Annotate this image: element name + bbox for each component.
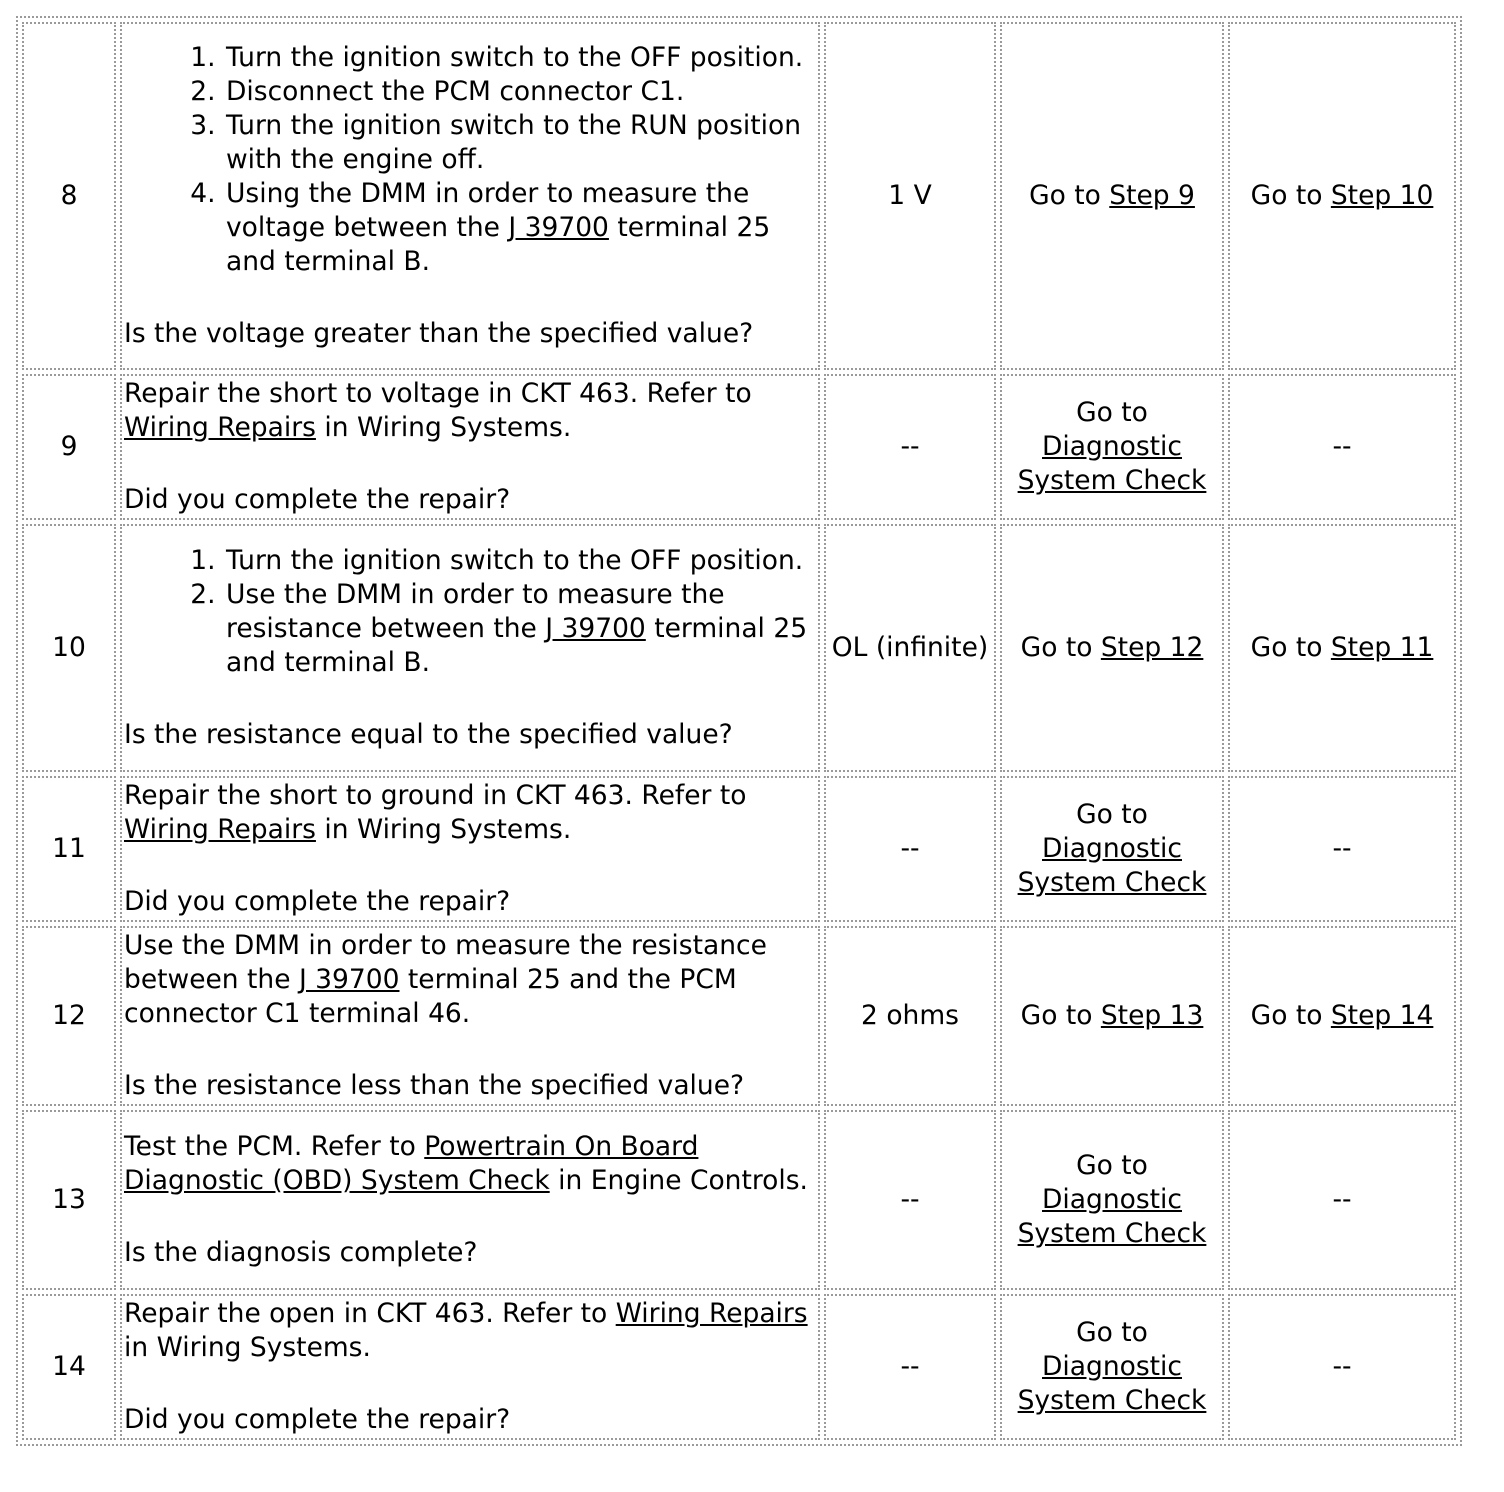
- yes-cell: [1000, 1110, 1224, 1290]
- step-number: 10: [22, 524, 116, 772]
- no-cell: [1228, 374, 1456, 520]
- yes-cell: [1000, 374, 1224, 520]
- action-text: Repair the short to ground in CKT 463. Refer to: [124, 780, 747, 811]
- goto-label: Go to: [1020, 1000, 1101, 1031]
- yes-cell: [1000, 1294, 1224, 1440]
- procedure-step: [224, 41, 816, 75]
- diagnostic-table: [16, 16, 1462, 1446]
- action-text: in Engine Controls.: [549, 1165, 808, 1196]
- action-text: in Wiring Systems.: [315, 814, 572, 845]
- action-text: Use the DMM in order to measure the resistance between the: [124, 930, 767, 995]
- reference-link[interactable]: Wiring Repairs: [124, 814, 316, 845]
- question-text: Is the diagnosis complete?: [124, 1237, 478, 1268]
- spec-value: --: [824, 1294, 996, 1440]
- action-cell: [120, 1294, 820, 1440]
- goto-label: --: [1332, 833, 1352, 864]
- action-description: [124, 779, 816, 847]
- spec-value: --: [824, 776, 996, 922]
- spec-value: OL (infinite): [824, 524, 996, 772]
- yes-link[interactable]: Step 12: [1100, 632, 1204, 663]
- action-text: Turn the ignition switch to the OFF position.: [226, 545, 804, 576]
- yes-link[interactable]: Step 13: [1100, 1000, 1204, 1031]
- action-description: [124, 1130, 816, 1198]
- no-cell: [1228, 1294, 1456, 1440]
- no-cell: [1228, 776, 1456, 922]
- action-description: [124, 377, 816, 445]
- step-number: 12: [22, 926, 116, 1106]
- no-cell: [1228, 22, 1456, 370]
- action-cell: [120, 1110, 820, 1290]
- action-cell: [120, 524, 820, 772]
- action-text: Using the DMM in order to measure the voltage between the: [226, 178, 750, 243]
- spec-value: --: [824, 374, 996, 520]
- step-number: 14: [22, 1294, 116, 1440]
- no-link[interactable]: Step 10: [1330, 180, 1434, 211]
- reference-link[interactable]: Powertrain On Board Diagnostic (OBD) System Check: [124, 1131, 699, 1196]
- table-row: [22, 1294, 1456, 1440]
- yes-link[interactable]: Diagnostic System Check: [1017, 431, 1207, 496]
- action-description: [124, 929, 816, 1031]
- yes-cell: [1000, 776, 1224, 922]
- action-text: terminal 25 and the PCM connector C1 terminal 46.: [124, 964, 737, 1029]
- step-number: 11: [22, 776, 116, 922]
- reference-link[interactable]: J 39700: [508, 212, 609, 243]
- yes-link[interactable]: Diagnostic System Check: [1017, 1351, 1207, 1416]
- step-number: 13: [22, 1110, 116, 1290]
- table-row: [22, 776, 1456, 922]
- yes-cell: [1000, 524, 1224, 772]
- question-text: Is the resistance less than the specified value?: [124, 1070, 745, 1101]
- procedure-list: [124, 41, 816, 279]
- procedure-step: [224, 177, 816, 279]
- goto-label: --: [1332, 1184, 1352, 1215]
- action-text: Repair the short to voltage in CKT 463. Refer to: [124, 378, 752, 409]
- question-text: Did you complete the repair?: [124, 886, 511, 917]
- goto-label: --: [1332, 431, 1352, 462]
- procedure-step: [224, 544, 816, 578]
- procedure-list: [124, 544, 816, 680]
- spec-value: 2 ohms: [824, 926, 996, 1106]
- spec-value: --: [824, 1110, 996, 1290]
- question-text: Did you complete the repair?: [124, 1404, 511, 1435]
- action-text: in Wiring Systems.: [124, 1332, 371, 1363]
- table-row: [22, 524, 1456, 772]
- yes-link[interactable]: Diagnostic System Check: [1017, 833, 1207, 898]
- question-text: Is the voltage greater than the specified value?: [124, 318, 754, 349]
- procedure-step: [224, 578, 816, 680]
- step-number: 9: [22, 374, 116, 520]
- spec-value: 1 V: [824, 22, 996, 370]
- procedure-step: [224, 109, 816, 177]
- reference-link[interactable]: J 39700: [298, 964, 400, 995]
- action-text: Turn the ignition switch to the RUN position with the engine off.: [226, 110, 802, 175]
- reference-link[interactable]: Wiring Repairs: [615, 1298, 808, 1329]
- goto-label: Go to: [1250, 632, 1331, 663]
- reference-link[interactable]: J 39700: [545, 613, 646, 644]
- action-text: in Wiring Systems.: [315, 412, 572, 443]
- action-text: Use the DMM in order to measure the resistance between the: [226, 579, 725, 644]
- goto-label: Go to: [1076, 799, 1148, 830]
- no-cell: [1228, 524, 1456, 772]
- goto-label: Go to: [1076, 1317, 1148, 1348]
- goto-label: Go to: [1029, 180, 1110, 211]
- action-text: terminal 25 and terminal B.: [226, 212, 771, 277]
- action-text: terminal 25 and terminal B.: [226, 613, 808, 678]
- goto-label: Go to: [1076, 1150, 1148, 1181]
- table-row: [22, 22, 1456, 370]
- no-link[interactable]: Step 11: [1330, 632, 1434, 663]
- yes-cell: [1000, 926, 1224, 1106]
- no-cell: [1228, 1110, 1456, 1290]
- action-text: Turn the ignition switch to the OFF position.: [226, 42, 804, 73]
- question-text: Did you complete the repair?: [124, 484, 511, 515]
- table-row: [22, 374, 1456, 520]
- action-text: Repair the open in CKT 463. Refer to: [124, 1298, 616, 1329]
- table-row: [22, 1110, 1456, 1290]
- goto-label: --: [1332, 1351, 1352, 1382]
- action-cell: [120, 776, 820, 922]
- action-description: [124, 1297, 816, 1365]
- goto-label: Go to: [1020, 632, 1101, 663]
- step-number: 8: [22, 22, 116, 370]
- no-cell: [1228, 926, 1456, 1106]
- yes-cell: [1000, 22, 1224, 370]
- procedure-step: [224, 75, 816, 109]
- yes-link[interactable]: Step 9: [1109, 180, 1195, 211]
- no-link[interactable]: Step 14: [1330, 1000, 1434, 1031]
- table-body: [22, 22, 1456, 1440]
- action-text: Disconnect the PCM connector C1.: [226, 76, 685, 107]
- question-text: Is the resistance equal to the specified value?: [124, 719, 733, 750]
- goto-label: Go to: [1250, 180, 1331, 211]
- action-cell: [120, 374, 820, 520]
- action-cell: [120, 926, 820, 1106]
- table-row: [22, 926, 1456, 1106]
- yes-link[interactable]: Diagnostic System Check: [1017, 1184, 1207, 1249]
- action-cell: [120, 22, 820, 370]
- goto-label: Go to: [1076, 397, 1148, 428]
- goto-label: Go to: [1250, 1000, 1331, 1031]
- action-text: Test the PCM. Refer to: [124, 1131, 425, 1162]
- reference-link[interactable]: Wiring Repairs: [124, 412, 316, 443]
